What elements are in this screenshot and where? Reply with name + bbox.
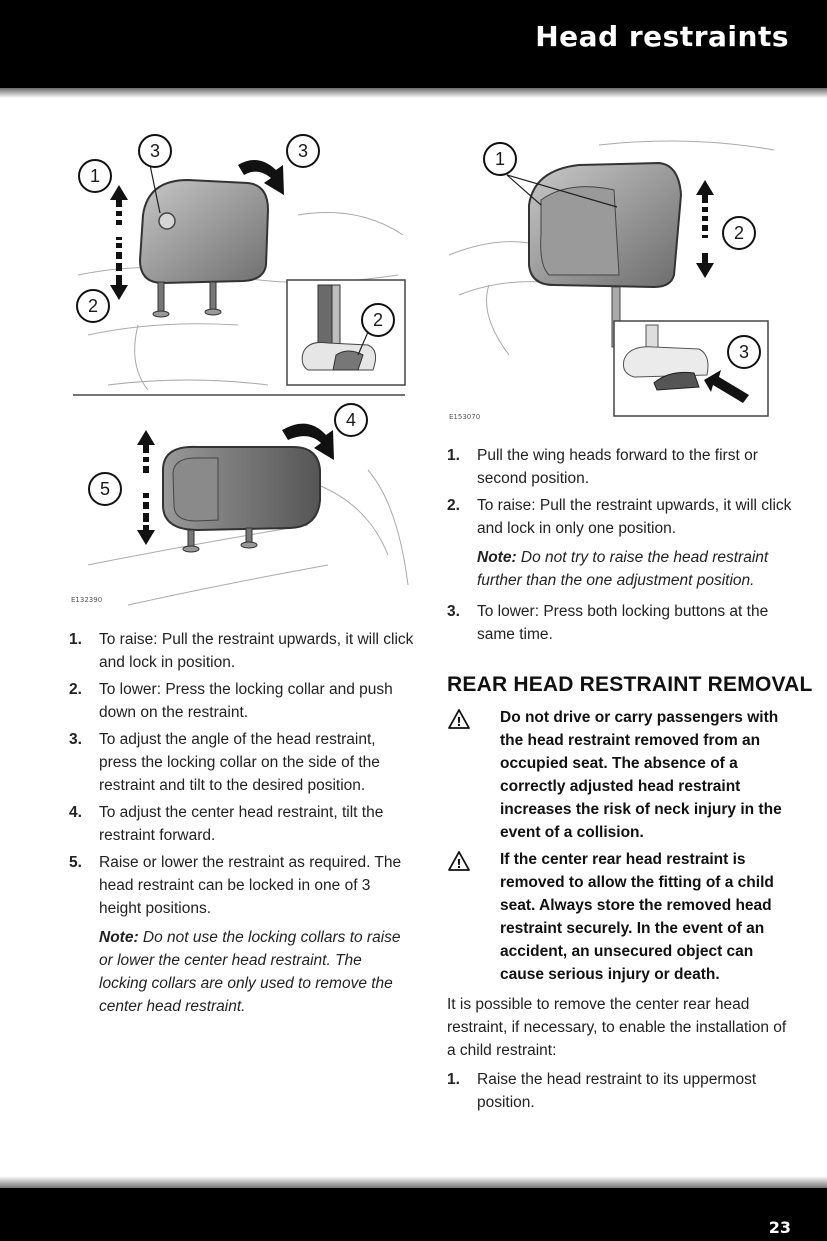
footer-gradient [0,1176,827,1188]
list-item: 2. To raise: Pull the restraint upwards, it will click and lock in only one position. [447,497,792,537]
warning-block [447,848,792,986]
callout-2: 2 [722,216,756,250]
section-heading: REAR HEAD RESTRAINT REMOVAL [447,673,813,696]
list-item: 5. Raise or lower the restraint as required. The head restraint can be locked in one of 3 height positions. [69,854,402,917]
warning-triangle-icon [447,850,471,872]
list-item: 3. To adjust the angle of the head restraint, press the locking collar on the side of the restraint and tilt to the desired position. [69,731,380,794]
page-number: 23 [768,1218,791,1237]
svg-text:!: ! [456,715,462,729]
left-figure-code: E132390 [71,596,103,604]
warning-text: If the center rear head restraint is removed to allow the fitting of a child seat. Always store the removed head restraint securely. In the event of an accident, an unsecured object can cause serious injury or death. [500,851,774,983]
wing-head-restraint-illustration [449,135,779,420]
note: Note: Do not try to raise the head restraint further than the one adjustment position. [477,549,769,589]
callout-1: 1 [78,159,112,193]
callout-2: 2 [361,303,395,337]
section-steps [447,1068,792,1118]
page-title: Head restraints [535,20,789,53]
section-paragraph: It is possible to remove the center rear head restraint, if necessary, to enable the installation of a child restraint: [447,996,787,1059]
callout-2: 2 [76,289,110,323]
right-figure-code: E153070 [449,413,481,421]
list-item: 1. To raise: Pull the restraint upwards, it will click and lock in position. [69,631,414,671]
callout-4: 4 [334,403,368,437]
warning-block [447,706,792,844]
callout-3: 3 [727,335,761,369]
header-gradient [0,88,827,98]
callout-1: 1 [483,142,517,176]
list-item: 4. To adjust the center head restraint, tilt the restraint forward. [69,804,384,844]
right-instructions [447,444,792,650]
list-item: 1. Pull the wing heads forward to the first or second position. [447,447,758,487]
list-item: 3. To lower: Press both locking buttons at the same time. [447,603,769,643]
callout-3: 3 [286,134,320,168]
list-item: 2. To lower: Press the locking collar and push down on the restraint. [69,681,393,721]
list-item: 1. Raise the head restraint to its uppermost position. [447,1071,757,1111]
warning-text: Do not drive or carry passengers with the head restraint removed from an occupied seat. The absence of a correctly adjusted head restraint increases the risk of neck injury in the event of a collision. [500,709,782,841]
note: Note: Do not use the locking collars to raise or lower the center head restraint. The locking collars are only used to remove the center head restraint. [99,929,401,1015]
warning-triangle-icon [447,708,471,730]
callout-3: 3 [138,134,172,168]
callout-5: 5 [88,472,122,506]
front-head-restraint-illustration [68,125,413,610]
svg-text:!: ! [456,857,462,871]
page-footer-bar [0,1188,827,1241]
left-instructions [69,628,414,1026]
